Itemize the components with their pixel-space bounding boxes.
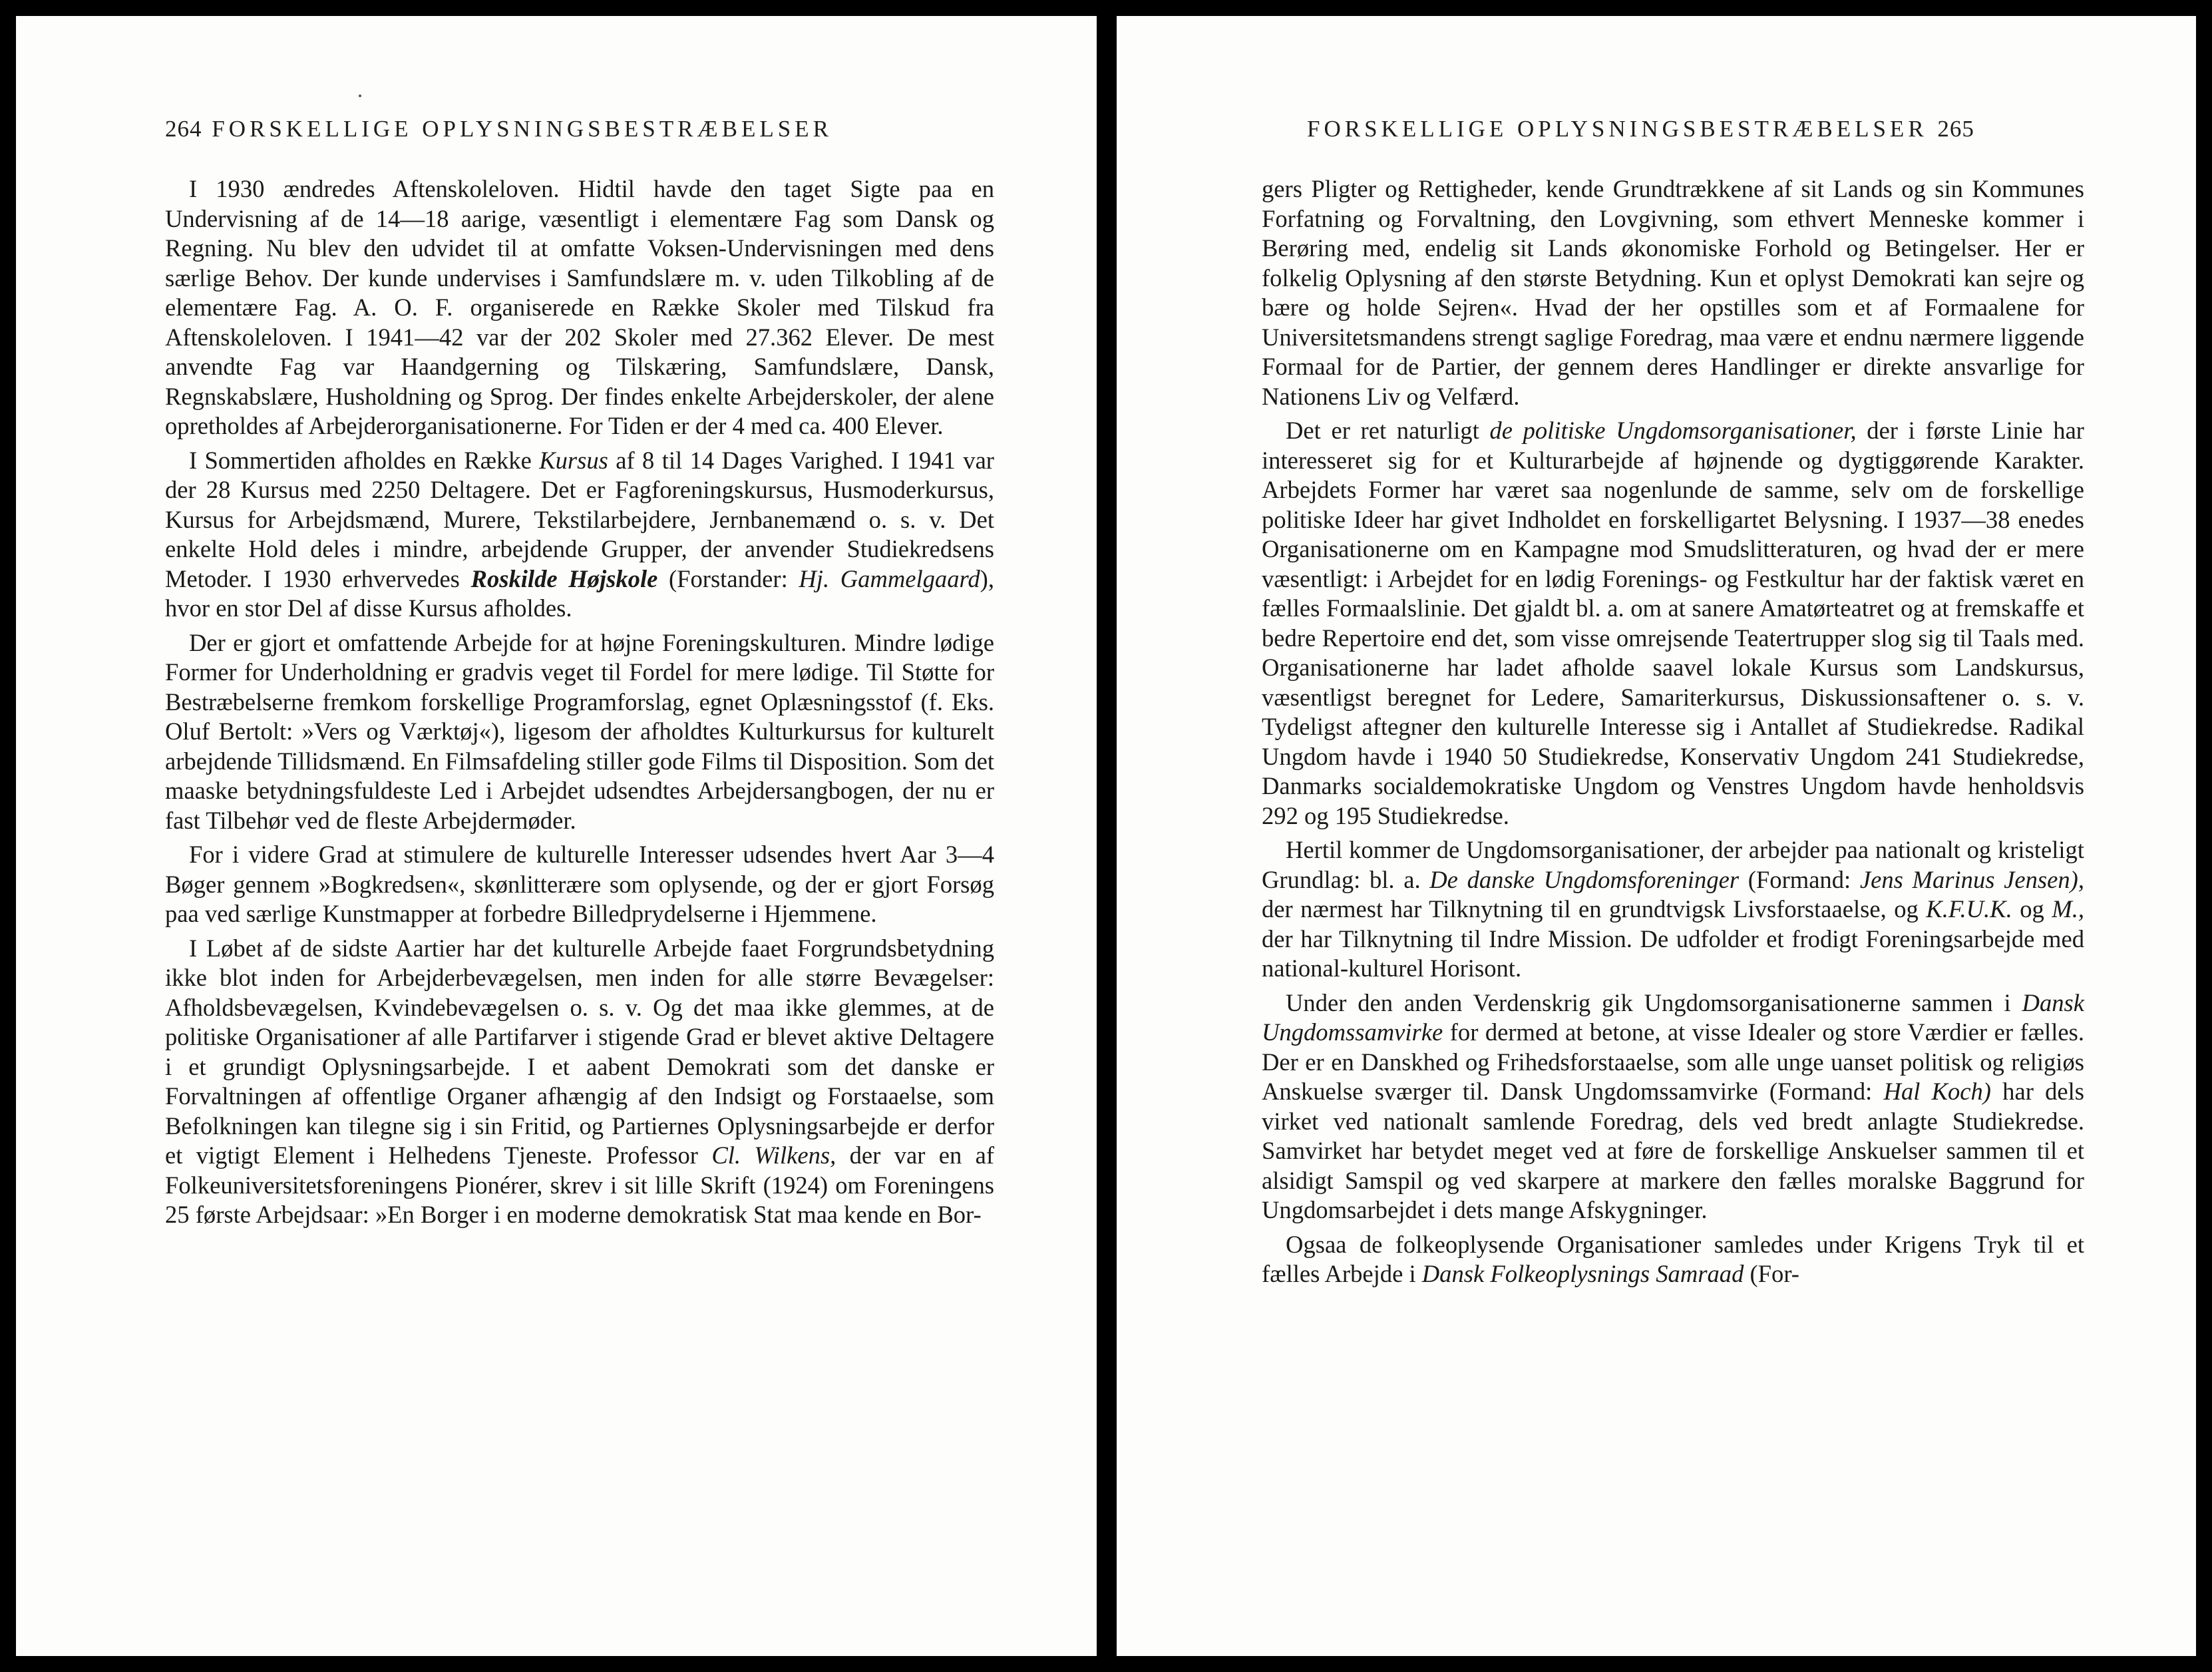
running-head-right xyxy=(1307,116,1974,142)
running-title: FORSKELLIGE OPLYSNINGSBESTRÆBELSER xyxy=(1307,116,1928,142)
italic-term: Roskilde Højskole xyxy=(470,564,658,592)
text-run: Det er ret naturligt xyxy=(1286,417,1490,444)
text-run: ), hvor en stor Del af disse Kursus afholdes. xyxy=(165,564,994,622)
paragraph xyxy=(165,934,994,1230)
text-run: Ogsaa de folkeoplysende Organisationer samledes under Krigens Tryk til et fælles Arbejde i xyxy=(1262,1230,2084,1287)
text-run: (Formand: xyxy=(1739,865,1860,893)
text-run: der nærmest har Tilknytning til en grundtvigsk Livsforstaaelse, og xyxy=(1262,895,1927,923)
italic-term: M., xyxy=(2052,895,2085,923)
text-run: Under den anden Verdenskrig gik Ungdomsorganisationerne sammen i xyxy=(1286,988,2022,1016)
text-run: I Sommertiden afholdes en Række xyxy=(189,446,540,474)
text-run: har dels virket ved nationalt samlende Foredrag, dels ved bredt anlagte Studiekredse. Samvirket har betydet meget ved at føre de forskellige Anskuelser sammen til et alsidigt Samspil og ved skarpere at markere den fælles moralske Baggrund for Ungdomsarbejdet i dets mange Afskygninger. xyxy=(1262,1078,2084,1223)
text-run: (Forstander: xyxy=(657,564,799,592)
italic-term: De danske Ungdomsforeninger xyxy=(1429,865,1740,893)
italic-term: Hal Koch) xyxy=(1883,1078,1991,1105)
text-run: der var en af Folkeuniversitetsforeningens Pionérer, skrev i sit lille Skrift (1924) om Foreningens 25 første Arbejdsaar: »En Borger i en moderne demokratisk Stat maa kende en Bor- xyxy=(165,1142,995,1228)
running-title: FORSKELLIGE OPLYSNINGSBESTRÆBELSER xyxy=(212,116,832,142)
paragraph xyxy=(165,446,994,624)
page-number: 265 xyxy=(1937,116,1974,142)
right-page xyxy=(1117,16,2196,1656)
italic-term: Cl. Wilkens, xyxy=(711,1142,836,1169)
paragraph xyxy=(165,628,994,836)
text-run: I Løbet af de sidste Aartier har det kulturelle Arbejde faaet Forgrundsbetydning ikke blot inden for Arbejderbevægelsen, men inden for alle større Bevægelser: Afholdsbevægelsen, Kvindebevægelsen o. s. v. Og det maa ikke glemmes, at de politiske Organisationer af alle Partifarver i stigende Grad er blevet aktive Deltagere i et grundigt Oplysningsarbejde. I et aabent Demokrati som det danske er Forvaltningen af offentlige Organer afhængig af den Indsigt og Forstaaelse, som Befolkningen kan tilegne sig i sin Fritid, og Partiernes Oplysningsarbejde er derfor et vigtigt Element i Helhedens Tjeneste. Professor xyxy=(165,934,994,1169)
text-run: og xyxy=(2012,895,2052,923)
paragraph xyxy=(1262,988,2084,1225)
text-run: af 8 til 14 Dages Varighed. I 1941 var der 28 Kursus med 2250 Deltagere. Det er Fagforeningskursus, Husmoderkursus, Kursus for Arbejdsmænd, Murere, Tekstilarbejdere, Jernbanemænd o. s. v. Det enkelte Hold deles i mindre, arbejdende Grupper, der anvender Studiekredsens Metoder. I 1930 erhvervedes xyxy=(165,446,994,592)
italic-term: Kursus xyxy=(539,446,608,474)
text-run: for dermed at betone, at visse Idealer og store Værdier er fælles. Der er en Danskhed og Frihedsforstaaelse, som alle unge uanset politisk og religiøs Anskuelse sværger til. Dansk Ungdomssamvirke (Formand: xyxy=(1262,1018,2084,1105)
running-head-left xyxy=(165,116,832,142)
paragraph xyxy=(1262,835,2084,984)
text-run: For i videre Grad at stimulere de kulturelle Interesser udsendes hvert Aar 3—4 Bøger gennem »Bogkredsen«, skønlitterære som oplysende, og der er gjort Forsøg paa ved særlige Kunstmapper at forbedre Billedprydelserne i Hjemmene. xyxy=(165,841,994,927)
left-page xyxy=(16,16,1097,1656)
text-run: Hertil kommer de Ungdomsorganisationer, der arbejder paa nationalt og kristeligt Grundlag: bl. a. xyxy=(1262,836,2084,893)
paragraph xyxy=(165,174,994,441)
italic-term: Jens Marinus Jensen), xyxy=(1859,865,2084,893)
body-text-left xyxy=(165,174,994,1230)
text-run: (For- xyxy=(1744,1260,1799,1287)
text-run: I 1930 ændredes Aftenskoleloven. Hidtil havde den taget Sigte paa en Undervisning af de 14—18 aarige, væsentligt i elementære Fag som Dansk og Regning. Nu blev den udvidet til at omfatte Voksen-Undervisningen med dens særlige Behov. Der kunde undervises i Samfundslære m. v. uden Tilkobling af de elementære Fag. A. O. F. organiserede en Række Skoler med Tilskud fra Aftenskoleloven. I 1941—42 var der 202 Skoler med 27.362 Elever. De mest anvendte Fag var Haandgerning og Tilskæring, Samfundslære, Dansk, Regnskabslære, Husholdning og Sprog. Der findes enkelte Arbejderskoler, der alene opretholdes af Arbejderorganisationerne. For Tiden er der 4 med ca. 400 Elever. xyxy=(165,175,994,439)
text-run: gers Pligter og Rettigheder, kende Grundtrækkene af sit Lands og sin Kommunes Forfatning og Forvaltning, den Lovgivning, som ethvert Menneske kommer i Berøring med, endelig sit Lands økonomiske Forhold og Betingelser. Her er folkelig Oplysning af den største Betydning. Kun et oplyst Demokrati kan sejre og bære og holde Sejren«. Hvad der her opstilles som et af Formaalene for Universitetsmandens strengt saglige Foredrag, maa være et endnu nærmere liggende Formaal for de Partier, der gennem deres Handlinger er direkte ansvarlige for Nationens Liv og Velfærd. xyxy=(1262,175,2084,410)
paragraph-continued xyxy=(1262,174,2084,411)
italic-term: Hj. Gammelgaard xyxy=(799,564,980,592)
print-speck xyxy=(359,95,361,97)
text-run: Der er gjort et omfattende Arbejde for at højne Foreningskulturen. Mindre lødige Former for Underholdning er gradvis veget til Fordel for mere lødige. Til Støtte for Bestræbelserne fremkom forskellige Programforslag, egnet Oplæsningsstof (f. Eks. Oluf Bertolt: »Vers og Værktøj«), ligesom der afholdtes Kulturkursus for kulturelt arbejdende Tillidsmænd. En Filmsafdeling stiller gode Films til Disposition. Som det maaske betydningsfuldeste Led i Arbejdet udsendtes Arbejdersangbogen, der nu er fast Tilbehør ved de fleste Arbejdermøder. xyxy=(165,628,994,834)
body-text-right xyxy=(1262,174,2084,1289)
italic-term: Dansk Folkeoplysnings Samraad xyxy=(1421,1260,1744,1287)
italic-term: K.F.U.K. xyxy=(1926,895,2012,923)
text-run: der har Tilknytning til Indre Mission. De udfolder et frodigt Foreningsarbejde med national-kulturel Horisont. xyxy=(1262,925,2084,982)
text-run: der i første Linie har interesseret sig for et Kulturarbejde af højnende og dygtiggørende Karakter. Arbejdets Former har været saa nogenlunde de samme, selv om de forskellige politiske Ideer har givet Indholdet en forskelligartet Belysning. I 1937—38 enedes Organisationerne om en Kampagne mod Smudslitteraturen, og hvad der er mere væsentligt: i Arbejdet for en lødig Forenings- og Festkultur har der faktisk været en fælles Formaalslinie. Det gjaldt bl. a. om at sanere Amatørteatret og at fremskaffe et bedre Repertoire end det, som visse omrejsende Teatertrupper slog sig til Taals med. Organisationerne har ladet afholde saavel lokale Kursus som Landskursus, væsentligst beregnet for Ledere, Samariterkursus, Diskussionsaftener o. s. v. Tydeligst aftegner den kulturelle Interesse sig i Antallet af Studiekredse. Radikal Ungdom havde i 1940 50 Studiekredse, Konservativ Ungdom 241 Studiekredse, Danmarks socialdemokratiske Ungdom og Venstres Ungdom havde henholdsvis 292 og 195 Studiekredse. xyxy=(1262,417,2084,829)
paragraph xyxy=(1262,1230,2084,1289)
paragraph xyxy=(1262,416,2084,831)
paragraph xyxy=(165,840,994,929)
page-number: 264 xyxy=(165,116,202,142)
italic-term: de politiske Ungdomsorganisationer, xyxy=(1489,417,1857,444)
italic-term: Dansk Ungdomssamvirke xyxy=(1262,988,2084,1046)
